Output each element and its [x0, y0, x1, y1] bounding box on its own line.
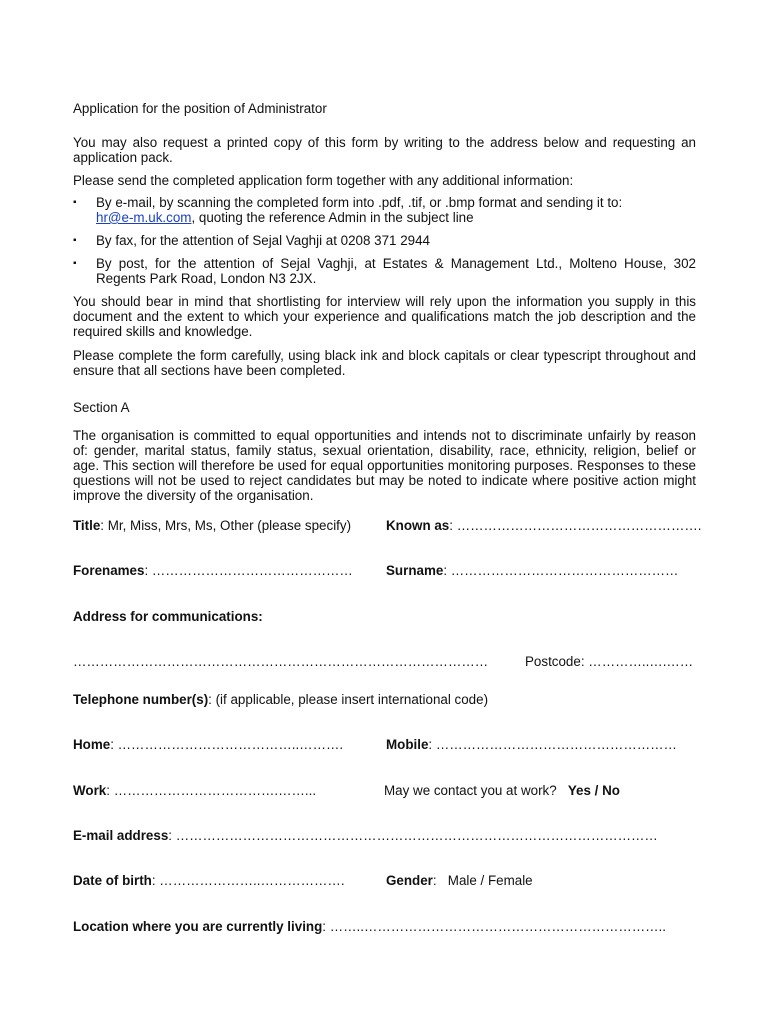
surname-label: Surname — [386, 563, 444, 578]
contact-at-work-text: May we contact you at work? — [384, 783, 557, 798]
intro-paragraph-send-instructions: Please send the completed application form together with any additional information: — [73, 173, 574, 188]
equal-opportunities-paragraph: The organisation is committed to equal opportunities and intends not to discriminate unfairly by reason of: gender, marital status, family status, sexual orientation, disability, race, ethnicity, religion, belief or age. This section will therefore be used for equal opportunities monitoring purposes. Responses to these questions will not be used to reject candidates but may be noted to indicate where positive action might improve the diversity of the organisation. — [73, 428, 696, 503]
bullet-icon: ▪ — [73, 258, 77, 269]
section-a-heading: Section A — [73, 400, 130, 415]
intro-paragraph-printed-copy: You may also request a printed copy of this form by writing to the address below and requesting an application pack. — [73, 135, 696, 165]
bullet-icon: ▪ — [73, 235, 77, 246]
current-location-label: Location where you are currently living — [73, 919, 323, 934]
list-item-post — [73, 256, 696, 288]
gender-label: Gender — [386, 873, 433, 888]
bullet-icon: ▪ — [73, 197, 77, 208]
title-field[interactable] — [73, 518, 351, 533]
address-line[interactable]: ………………………………………………………………………………… — [73, 654, 489, 669]
work-label: Work — [73, 783, 107, 798]
title-options: : Mr, Miss, Mrs, Ms, Other (please specify) — [100, 518, 352, 533]
yes-no-separator: / — [590, 783, 603, 798]
work-phone-field[interactable] — [73, 783, 316, 798]
known-as-label: Known as — [386, 518, 450, 533]
known-as-field[interactable] — [386, 518, 701, 533]
contact-at-work-question — [384, 783, 620, 798]
no-option[interactable]: No — [602, 783, 620, 798]
gender-field[interactable] — [386, 873, 533, 888]
gender-colon: : — [432, 873, 437, 888]
date-of-birth-line[interactable]: : …………………..………………. — [151, 873, 345, 888]
title-label: Title — [73, 518, 101, 533]
telephone-note: : (if applicable, please insert international code) — [208, 692, 489, 707]
telephone-label: Telephone number(s) — [73, 692, 209, 707]
completion-paragraph: Please complete the form carefully, using black ink and block capitals or clear typescript throughout and ensure that all sections have been completed. — [73, 348, 696, 378]
email-instruction-suffix: , quoting the reference Admin in the subject line — [191, 210, 474, 225]
current-location-line[interactable]: : ……..………………………………………………………….. — [322, 919, 666, 934]
postcode-label: Postcode: — [525, 654, 585, 669]
date-of-birth-field[interactable] — [73, 873, 345, 888]
postcode-field[interactable] — [525, 654, 693, 669]
email-instruction — [96, 195, 696, 225]
fax-instruction: By fax, for the attention of Sejal Vaghji at 0208 371 2944 — [96, 233, 431, 248]
mobile-label: Mobile — [386, 737, 429, 752]
telephone-heading — [73, 692, 488, 707]
surname-field[interactable] — [386, 563, 678, 578]
email-instruction-text: By e-mail, by scanning the completed form into .pdf, .tif, or .bmp format and sending it to: — [96, 195, 623, 210]
post-instruction: By post, for the attention of Sejal Vaghji, at Estates & Management Ltd., Molteno House, 302 Regents Park Road, London N3 2JX. — [96, 256, 696, 286]
work-line[interactable]: : ……………………………….……... — [106, 783, 317, 798]
shortlisting-paragraph: You should bear in mind that shortlisting for interview will rely upon the information you supply in this document and the extent to which your experience and qualifications match the job description and the required skills and knowledge. — [73, 294, 696, 339]
gender-options[interactable]: Male / Female — [447, 873, 533, 888]
yes-option[interactable]: Yes — [567, 783, 591, 798]
date-of-birth-label: Date of birth — [73, 873, 152, 888]
home-label: Home — [73, 737, 111, 752]
home-line[interactable]: : …………………………………..………. — [110, 737, 344, 752]
current-location-field[interactable] — [73, 919, 666, 934]
email-line[interactable]: : ……………………………………………………………………………………………… — [168, 828, 658, 843]
forenames-field[interactable] — [73, 563, 353, 578]
address-label: Address for communications: — [73, 609, 263, 624]
mobile-line[interactable]: : ……………………………………………… — [428, 737, 677, 752]
home-phone-field[interactable] — [73, 737, 343, 752]
page-title: Application for the position of Administrator — [73, 101, 327, 116]
forenames-label: Forenames — [73, 563, 145, 578]
list-item-email — [73, 195, 696, 227]
address-label-row — [73, 609, 263, 624]
forenames-line[interactable]: : ……………………………………… — [144, 563, 353, 578]
email-label: E-mail address — [73, 828, 169, 843]
mobile-phone-field[interactable] — [386, 737, 677, 752]
email-link[interactable]: hr@e-m.uk.com — [96, 210, 192, 225]
postcode-line[interactable]: …………..….…… — [588, 654, 694, 669]
email-field[interactable] — [73, 828, 658, 843]
known-as-line[interactable]: : ………………………………………………. — [449, 518, 702, 533]
surname-line[interactable]: : …………………………………………… — [443, 563, 679, 578]
list-item-fax — [73, 233, 696, 249]
